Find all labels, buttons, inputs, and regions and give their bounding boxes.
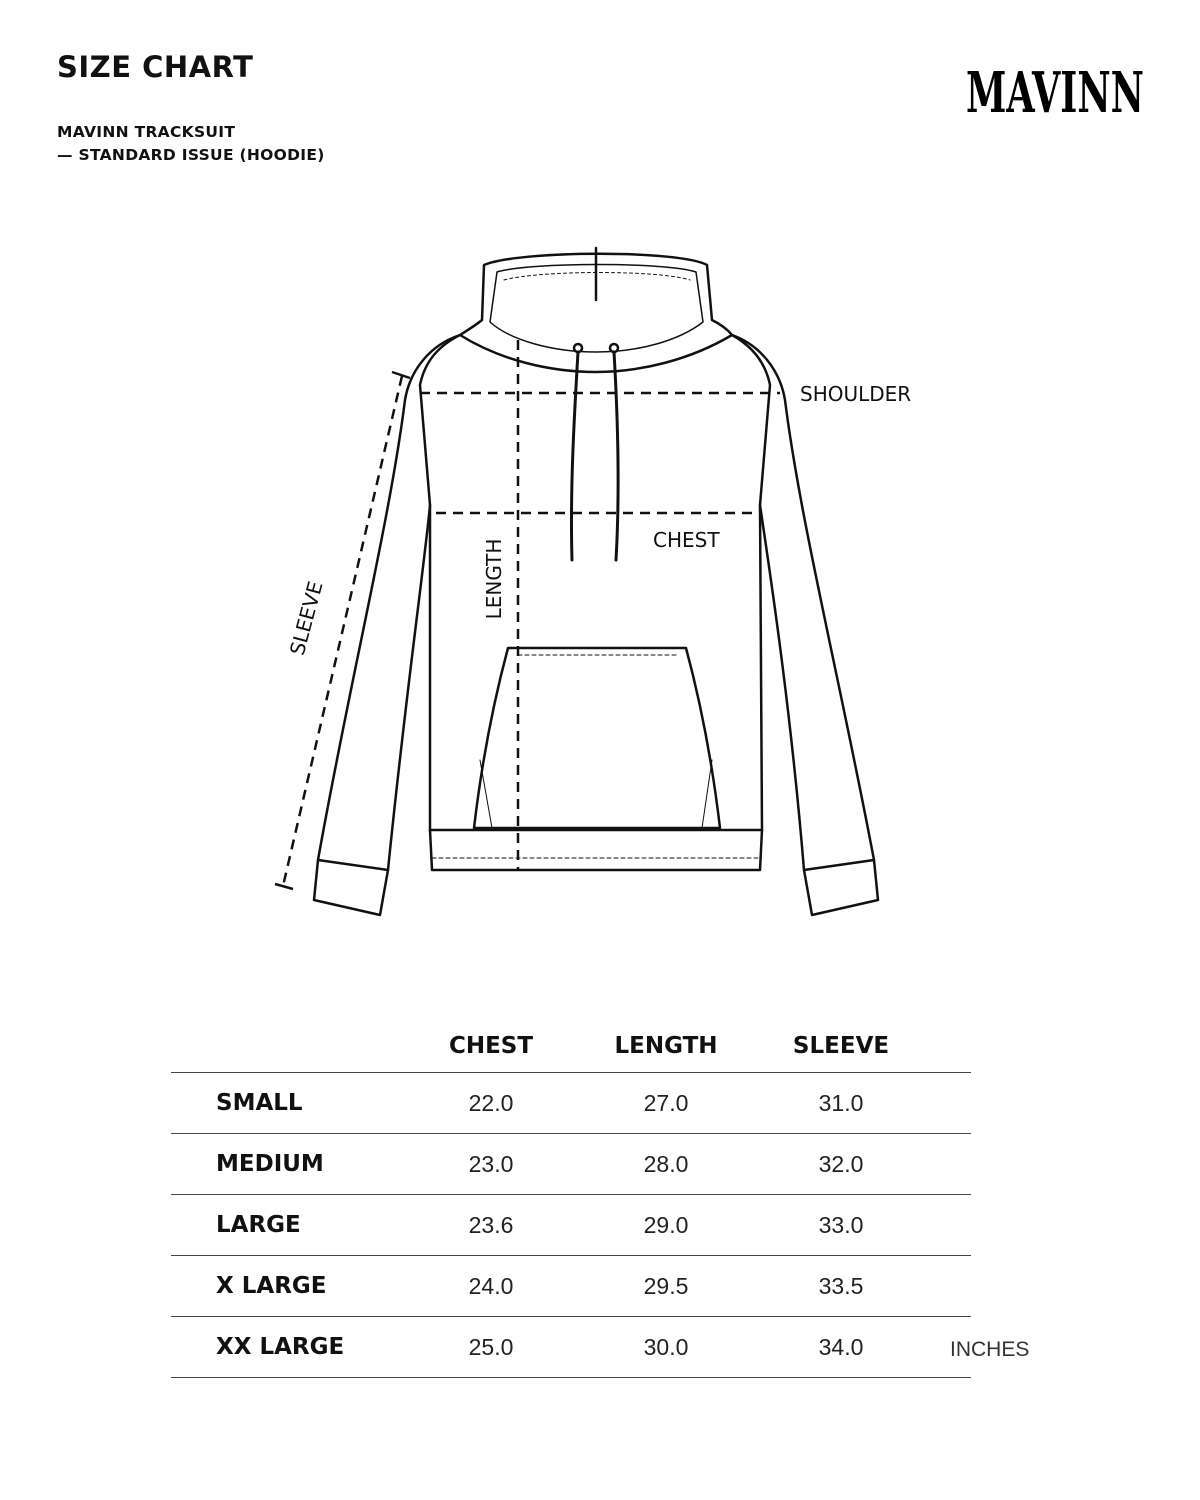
length-cell: 30.0 — [581, 1317, 751, 1378]
mavinn-logo — [960, 52, 1150, 124]
chest-cell: 24.0 — [401, 1256, 581, 1317]
length-cell: 29.5 — [581, 1256, 751, 1317]
length-cell: 29.0 — [581, 1195, 751, 1256]
subtitle-line-2: — STANDARD ISSUE (HOODIE) — [57, 146, 325, 164]
table-header-row — [171, 1020, 971, 1073]
size-cell: MEDIUM — [171, 1134, 401, 1195]
sleeve-cell: 31.0 — [751, 1073, 931, 1134]
logo-wordmark: MAVINN — [966, 60, 1144, 124]
header-length: LENGTH — [581, 1020, 751, 1073]
table-row — [171, 1317, 971, 1378]
length-label: LENGTH — [482, 538, 506, 620]
size-cell: XX LARGE — [171, 1317, 401, 1378]
hoodie-outline-illustration — [314, 248, 878, 915]
left-sleeve — [318, 335, 460, 870]
chest-cell: 22.0 — [401, 1073, 581, 1134]
header-sleeve: SLEEVE — [751, 1020, 931, 1073]
chest-cell: 25.0 — [401, 1317, 581, 1378]
body-outline — [420, 335, 770, 830]
size-table — [171, 1020, 971, 1378]
header-chest: CHEST — [401, 1020, 581, 1073]
page-title: SIZE CHART — [57, 50, 254, 84]
sleeve-cell: 32.0 — [751, 1134, 931, 1195]
hoodie-diagram — [0, 220, 1200, 960]
header-size — [171, 1020, 401, 1073]
drawstring-right — [614, 352, 618, 560]
length-cell: 28.0 — [581, 1134, 751, 1195]
product-subtitle — [57, 121, 325, 167]
drawstring-left — [571, 352, 578, 560]
table-row — [171, 1195, 971, 1256]
size-cell: SMALL — [171, 1073, 401, 1134]
chest-cell: 23.0 — [401, 1134, 581, 1195]
chest-cell: 23.6 — [401, 1195, 581, 1256]
table-row — [171, 1256, 971, 1317]
table-row — [171, 1134, 971, 1195]
kangaroo-pocket — [474, 648, 720, 828]
right-sleeve — [732, 335, 874, 870]
sleeve-cell: 33.0 — [751, 1195, 931, 1256]
table-row — [171, 1073, 971, 1134]
subtitle-line-1: MAVINN TRACKSUIT — [57, 123, 236, 141]
sleeve-label: SLEEVE — [284, 578, 328, 658]
chest-label: CHEST — [653, 528, 720, 552]
size-cell: LARGE — [171, 1195, 401, 1256]
shoulder-label: SHOULDER — [800, 382, 912, 406]
waistband — [430, 830, 762, 870]
length-cell: 27.0 — [581, 1073, 751, 1134]
sleeve-cell: 34.0 — [751, 1317, 931, 1378]
sleeve-guide-cap-bottom — [275, 884, 293, 889]
sleeve-cell: 33.5 — [751, 1256, 931, 1317]
size-cell: X LARGE — [171, 1256, 401, 1317]
unit-label: INCHES — [950, 1338, 1030, 1361]
